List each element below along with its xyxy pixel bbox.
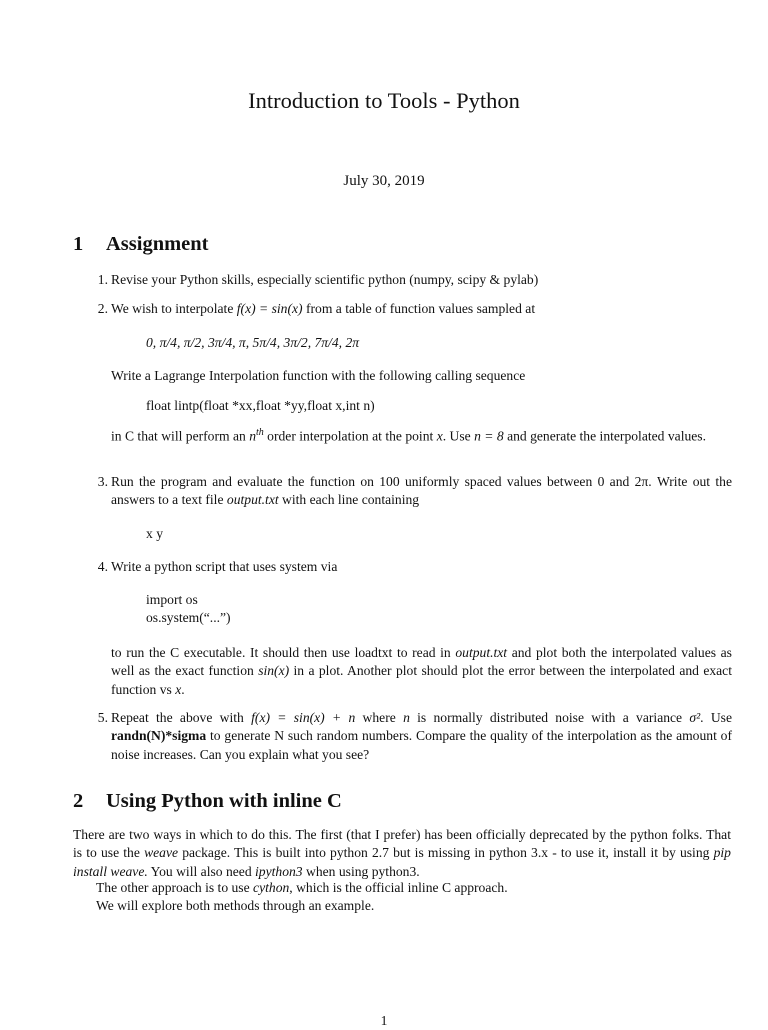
- text-run: . Use: [700, 710, 732, 725]
- section-number: 2: [73, 790, 84, 812]
- text-run: , which is the official inline C approach.: [289, 880, 508, 895]
- document-date: July 30, 2019: [343, 173, 425, 189]
- text-run: in a plot. Another plot should plot the error between the interpolated and exact function vs: [111, 663, 732, 697]
- package-name: weave: [144, 845, 179, 861]
- text-run: is normally distributed noise with a variance: [417, 710, 683, 725]
- math-expression: n: [249, 428, 256, 444]
- section-title: Assignment: [106, 233, 209, 255]
- text-run: Write a python script that uses system via: [111, 559, 338, 574]
- math-expression: f(x) = sin(x) + n: [251, 710, 356, 725]
- list-item-number: 2.: [97, 301, 108, 316]
- page-number: 1: [380, 1013, 388, 1028]
- code-bold: randn(N)*sigma: [111, 728, 207, 744]
- text-run: Write a Lagrange Interpolation function with the following calling sequence: [111, 368, 526, 383]
- text-run: where: [362, 710, 396, 725]
- list-item-number: 3.: [97, 474, 108, 489]
- paragraph: [111, 473, 732, 510]
- code-line: x y: [146, 526, 163, 541]
- text-run: package. This is built into python 2.7 but is missing in python 3.x - to use it, install it by using: [182, 845, 710, 861]
- paragraph: [111, 709, 732, 764]
- document-title: Introduction to Tools - Python: [248, 88, 520, 113]
- paragraph: [111, 426, 732, 446]
- text-run: There are two ways in which to do this. The first (that I prefer) has been officially deprecated by the python folks. That is to use the: [73, 827, 731, 861]
- paragraph: [73, 826, 731, 881]
- code-line: os.system(“...”): [146, 610, 231, 625]
- code-signature: float lintp(float *xx,float *yy,float x,int n): [146, 398, 375, 413]
- package-name: ipython3: [255, 863, 303, 879]
- text-run: We wish to interpolate: [111, 301, 234, 316]
- text-run: when using python3.: [306, 863, 420, 879]
- text-run: The other approach is to use: [96, 880, 250, 895]
- math-expression: x: [175, 681, 182, 697]
- text-run: and generate the interpolated values.: [507, 428, 706, 444]
- math-expression: sin(x): [258, 663, 290, 679]
- paragraph: [111, 644, 732, 699]
- text-run: and plot both the interpolated values as well as the exact function: [111, 645, 732, 679]
- text-run: Repeat the above with: [111, 710, 244, 725]
- section-number: 1: [73, 233, 84, 255]
- list-item-text: Revise your Python skills, especially scientific python (numpy, scipy & pylab): [111, 272, 539, 287]
- command: pip install weave.: [73, 845, 731, 879]
- text-run: with each line containing: [282, 492, 420, 508]
- list-item-number: 5.: [97, 710, 108, 725]
- section-heading-assignment: [73, 231, 209, 259]
- math-expression: n: [403, 710, 410, 725]
- filename: output.txt: [455, 645, 508, 660]
- code-line: import os: [146, 592, 198, 607]
- text-run: in C that will perform an: [111, 428, 246, 444]
- list-item-number: 4.: [97, 559, 108, 574]
- superscript: th: [255, 427, 264, 438]
- math-expression: σ²: [689, 710, 701, 725]
- section-heading-inline-c: [73, 788, 342, 816]
- text-run: You will also need: [150, 863, 252, 879]
- text-run: to generate N such random numbers. Compare the quality of the interpolation as the amount of noise increases. Can you explain what you see?: [111, 728, 732, 762]
- package-name: cython: [253, 880, 290, 895]
- math-expression: x: [436, 428, 443, 444]
- text-run: to run the C executable. It should then use loadtxt to read in: [111, 645, 451, 660]
- section-title: Using Python with inline C: [106, 790, 342, 812]
- paragraph: [96, 879, 731, 897]
- list-item-number: 1.: [97, 272, 108, 287]
- text-run: .: [181, 681, 185, 697]
- sample-points: 0, π/4, π/2, 3π/4, π, 5π/4, 3π/2, 7π/4, 2π: [146, 335, 360, 350]
- math-expression: n = 8: [474, 428, 504, 444]
- filename: output.txt: [226, 492, 279, 508]
- text-run: . Use: [442, 428, 471, 444]
- text-run: Run the program and evaluate the function on 100 uniformly spaced values between 0 and 2π. Write out the answers to a text file: [111, 474, 732, 508]
- text-run: order interpolation at the point: [267, 428, 434, 444]
- math-expression: f(x) = sin(x): [236, 301, 303, 316]
- text-run: from a table of function values sampled at: [305, 301, 536, 316]
- paragraph: We will explore both methods through an example.: [96, 898, 375, 913]
